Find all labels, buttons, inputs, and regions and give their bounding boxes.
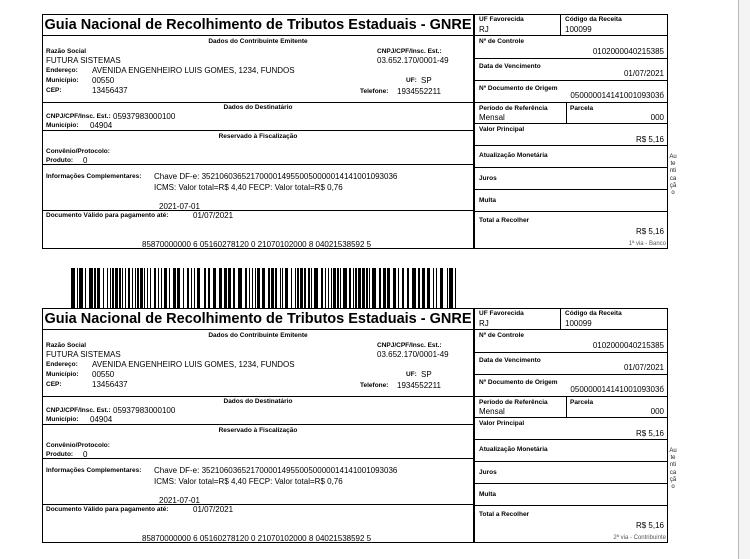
uf-value: SP: [421, 370, 432, 379]
barcode-bar: [249, 268, 250, 308]
gnre-slip-2: [42, 308, 677, 546]
telefone-label: Telefone:: [360, 382, 389, 389]
parcela-label: Parcela: [570, 399, 594, 406]
barcode-bar: [191, 268, 192, 308]
valor-principal-value: R$ 5,16: [635, 135, 664, 144]
barcode-bar: [255, 268, 256, 308]
barcode-bar: [337, 268, 338, 308]
barcode-bar: [308, 268, 309, 308]
venc-value: 01/07/2021: [623, 363, 664, 372]
barcode-bar: [97, 268, 99, 308]
slip-title: Guia Nacional de Recolhimento de Tributos Estaduais - GNRE: [44, 17, 472, 33]
barcode-bar: [137, 268, 138, 308]
barcode-bar: [94, 268, 95, 308]
dest-header: Dados do Destinatário: [223, 104, 293, 111]
barcode-bar: [372, 268, 376, 308]
barcode-bar: [280, 268, 281, 308]
barcode-bar: [257, 268, 259, 308]
barcode-bar: [311, 268, 312, 308]
barcode-bar: [379, 268, 381, 308]
barcode-bar: [173, 268, 175, 308]
cnpj-value: 03.652.170/0001-49: [377, 350, 449, 359]
total-value: R$ 5,16: [635, 227, 664, 236]
convenio-label: Convênio/Protocolo:: [46, 148, 110, 155]
barcode-bar: [208, 268, 210, 308]
periodo-label: Período de Referência: [479, 399, 548, 406]
barcode-bar: [132, 268, 133, 308]
barcode-bar: [433, 268, 434, 308]
controle-label: Nº de Controle: [479, 38, 524, 45]
barcode-bar: [85, 268, 86, 308]
municipio-value: 00550: [92, 370, 115, 379]
barcode-bar: [89, 268, 93, 308]
barcode-bar: [328, 268, 329, 308]
cod-rec-label: Código da Receita: [565, 16, 622, 23]
uf-fav-label: UF Favorecida: [479, 16, 524, 23]
dest-cnpj-value: 05937983000100: [113, 406, 176, 415]
barcode-bar: [436, 268, 437, 308]
barcode-bar: [343, 268, 347, 308]
endereco-value: AVENIDA ENGENHEIRO LUIS GOMES, 1234, FUNDOS: [92, 360, 295, 369]
controle-value: 0102000040215385: [592, 47, 664, 56]
barcode-bar: [355, 268, 356, 308]
barcode-bar: [187, 268, 189, 308]
total-value: R$ 5,16: [635, 521, 664, 530]
controle-label: Nº de Controle: [479, 332, 524, 339]
barcode-bar: [252, 268, 253, 308]
barcode-bar: [204, 268, 206, 308]
barcode-bar: [418, 268, 420, 308]
barcode-bar: [291, 268, 292, 308]
barcode-bar: [383, 268, 385, 308]
date-value: 2021-07-01: [159, 202, 200, 211]
barcode-bar: [455, 268, 456, 308]
barcode-bar: [366, 268, 367, 308]
telefone-value: 1934552211: [397, 381, 441, 390]
barcode-bar: [228, 268, 230, 308]
barcode-bar: [233, 268, 235, 308]
dest-cnpj-label: CNPJ/CPF/Insc. Est.:: [46, 113, 111, 120]
doc-origem-label: Nº Documento de Origem: [479, 379, 558, 386]
cep-label: CEP:: [46, 381, 62, 388]
cod-rec-value: 100099: [565, 319, 592, 328]
barcode-bar: [238, 268, 242, 308]
cep-label: CEP:: [46, 87, 62, 94]
valor-principal-label: Valor Principal: [479, 126, 525, 133]
controle-value: 0102000040215385: [592, 341, 664, 350]
venc-value: 01/07/2021: [623, 69, 664, 78]
barcode-bar: [219, 268, 223, 308]
atualizacao-label: Atualização Monetária: [479, 446, 548, 453]
barcode-bar: [300, 268, 302, 308]
barcode-bar: [349, 268, 351, 308]
dest-header: Dados do Destinatário: [223, 398, 293, 405]
endereco-value: AVENIDA ENGENHEIRO LUIS GOMES, 1234, FUNDOS: [92, 66, 295, 75]
total-label: Total a Recolher: [479, 217, 530, 224]
barcode-bar: [150, 268, 151, 308]
barcode-bar: [110, 268, 111, 308]
barcode-bar: [103, 268, 104, 308]
barcode-bar: [119, 268, 120, 308]
barcode-bar: [107, 268, 108, 308]
valido-value: 01/07/2021: [193, 211, 234, 220]
barcode-bar: [122, 268, 123, 308]
uf-fav-label: UF Favorecida: [479, 310, 524, 317]
barcode-bar: [112, 268, 113, 308]
barcode-bar: [177, 268, 179, 308]
barcode-bar: [183, 268, 184, 308]
barcode-bar: [135, 268, 136, 308]
info-line1: Chave DF-e: 35210603652170000149550050000014141001093036: [154, 466, 398, 475]
uf-value: SP: [421, 76, 432, 85]
linha-digitavel: 85870000000 6 05160278120 0 21070102000 8 04021538592 5: [142, 240, 372, 249]
multa-label: Multa: [479, 491, 496, 498]
barcode-bar: [362, 268, 364, 308]
barcode-bar: [125, 268, 126, 308]
barcode-bar: [449, 268, 453, 308]
endereco-label: Endereço:: [46, 67, 78, 74]
slip-title: Guia Nacional de Recolhimento de Tributos Estaduais - GNRE: [44, 311, 472, 327]
razao-label: Razão Social: [46, 342, 87, 349]
doc-origem-label: Nº Documento de Origem: [479, 85, 558, 92]
barcode-bar: [393, 268, 397, 308]
produto-value: 0: [83, 156, 88, 165]
total-label: Total a Recolher: [479, 511, 530, 518]
barcode-bar: [115, 268, 117, 308]
barcode-bar: [245, 268, 247, 308]
barcode-bar: [128, 268, 130, 308]
barcode-bar: [169, 268, 170, 308]
telefone-value: 1934552211: [397, 87, 441, 96]
produto-label: Produto:: [46, 157, 74, 164]
info-line1: Chave DF-e: 35210603652170000149550050000014141001093036: [154, 172, 398, 181]
barcode-bar: [398, 268, 399, 308]
dest-mun-label: Município:: [46, 416, 79, 423]
municipio-value: 00550: [92, 76, 115, 85]
cnpj-label: CNPJ/CPF/Insc. Est.:: [377, 48, 442, 55]
barcode-bar: [224, 268, 226, 308]
barcode-bar: [140, 268, 142, 308]
venc-label: Data de Vencimento: [479, 357, 541, 364]
barcode-bar: [282, 268, 283, 308]
valido-label: Documento Válido para pagamento até:: [46, 506, 169, 513]
uf-label: UF:: [406, 371, 417, 378]
barcode-bar: [447, 268, 448, 308]
convenio-label: Convênio/Protocolo:: [46, 442, 110, 449]
barcode-bar: [353, 268, 354, 308]
gnre-slip-1: [42, 14, 677, 252]
barcode-bar: [194, 268, 195, 308]
fisc-header: Reservado à Fiscalização: [218, 427, 298, 434]
cod-rec-value: 100099: [565, 25, 592, 34]
barcode-bar: [321, 268, 323, 308]
barcode-bar: [325, 268, 326, 308]
doc-origem-value: 05000001414100109303б: [570, 385, 664, 394]
barcode-bar: [407, 268, 409, 308]
parcela-value: 000: [650, 113, 664, 122]
cnpj-value: 03.652.170/0001-49: [377, 56, 449, 65]
barcode-bar: [402, 268, 403, 308]
uf-fav-value: RJ: [479, 25, 489, 34]
uf-label: UF:: [406, 77, 417, 84]
valido-label: Documento Válido para pagamento até:: [46, 212, 169, 219]
barcode-bar: [297, 268, 298, 308]
barcode-bar: [358, 268, 360, 308]
barcode-bar: [77, 268, 78, 308]
venc-label: Data de Vencimento: [479, 63, 541, 70]
autenticacao-text: Autenticação: [669, 154, 677, 197]
produto-value: 0: [83, 450, 88, 459]
barcode-bar: [213, 268, 215, 308]
barcode-bar: [154, 268, 156, 308]
atualizacao-label: Atualização Monetária: [479, 152, 548, 159]
date-value: 2021-07-01: [159, 496, 200, 505]
barcode-bar: [262, 268, 266, 308]
cep-value: 13456437: [92, 380, 128, 389]
razao-value: FUTURA SISTEMAS: [46, 56, 121, 65]
periodo-label: Período de Referência: [479, 105, 548, 112]
emitente-header: Dados do Contribuinte Emitente: [208, 38, 308, 45]
barcode-bar: [422, 268, 426, 308]
periodo-value: Mensal: [479, 113, 505, 122]
barcode-bar: [295, 268, 296, 308]
info-line2: ICMS: Valor total=R$ 4,40 FECP: Valor total=R$ 0,76: [154, 183, 343, 192]
barcode: [71, 268, 459, 308]
via-label: 1ª via - Banco: [628, 241, 666, 247]
barcode-bar: [197, 268, 201, 308]
parcela-label: Parcela: [570, 105, 594, 112]
barcode-bar: [268, 268, 269, 308]
barcode-bar: [440, 268, 444, 308]
cod-rec-label: Código da Receita: [565, 310, 622, 317]
barcode-bar: [275, 268, 276, 308]
barcode-bar: [71, 268, 75, 308]
dest-cnpj-value: 05937983000100: [113, 112, 176, 121]
barcode-bar: [331, 268, 332, 308]
autenticacao-text: Autenticação: [669, 448, 677, 491]
cep-value: 13456437: [92, 86, 128, 95]
multa-label: Multa: [479, 197, 496, 204]
parcela-value: 000: [650, 407, 664, 416]
barcode-bar: [147, 268, 148, 308]
emitente-header: Dados do Contribuinte Emitente: [208, 332, 308, 339]
razao-label: Razão Social: [46, 48, 87, 55]
valor-principal-label: Valor Principal: [479, 420, 525, 427]
juros-label: Juros: [479, 469, 497, 476]
barcode-bar: [158, 268, 159, 308]
barcode-bar: [79, 268, 83, 308]
info-line2: ICMS: Valor total=R$ 4,40 FECP: Valor total=R$ 0,76: [154, 477, 343, 486]
dest-mun-value: 04904: [90, 121, 113, 130]
telefone-label: Telefone:: [360, 88, 389, 95]
juros-label: Juros: [479, 175, 497, 182]
valido-value: 01/07/2021: [193, 505, 234, 514]
barcode-bar: [340, 268, 341, 308]
valor-principal-value: R$ 5,16: [635, 429, 664, 438]
barcode-bar: [161, 268, 162, 308]
endereco-label: Endereço:: [46, 361, 78, 368]
via-label: 2ª via - Contribuinte: [613, 535, 666, 541]
barcode-bar: [369, 268, 370, 308]
info-label: Informações Complementares:: [46, 467, 142, 474]
dest-mun-label: Município:: [46, 122, 79, 129]
barcode-bar: [412, 268, 416, 308]
produto-label: Produto:: [46, 451, 74, 458]
barcode-bar: [271, 268, 273, 308]
periodo-value: Mensal: [479, 407, 505, 416]
barcode-bar: [333, 268, 335, 308]
cnpj-label: CNPJ/CPF/Insc. Est.:: [377, 342, 442, 349]
uf-fav-value: RJ: [479, 319, 489, 328]
barcode-bar: [164, 268, 168, 308]
razao-value: FUTURA SISTEMAS: [46, 350, 121, 359]
barcode-bar: [427, 268, 429, 308]
info-label: Informações Complementares:: [46, 173, 142, 180]
barcode-bar: [314, 268, 318, 308]
page-margin: [739, 0, 750, 559]
doc-origem-value: 05000001414100109303б: [570, 91, 664, 100]
barcode-bar: [387, 268, 389, 308]
barcode-bar: [304, 268, 305, 308]
municipio-label: Município:: [46, 77, 79, 84]
linha-digitavel: 85870000000 6 05160278120 0 21070102000 8 04021538592 5: [142, 534, 372, 543]
fisc-header: Reservado à Fiscalização: [218, 133, 298, 140]
barcode-bar: [144, 268, 145, 308]
dest-mun-value: 04904: [90, 415, 113, 424]
dest-cnpj-label: CNPJ/CPF/Insc. Est.:: [46, 407, 111, 414]
municipio-label: Município:: [46, 371, 79, 378]
barcode-bar: [285, 268, 287, 308]
